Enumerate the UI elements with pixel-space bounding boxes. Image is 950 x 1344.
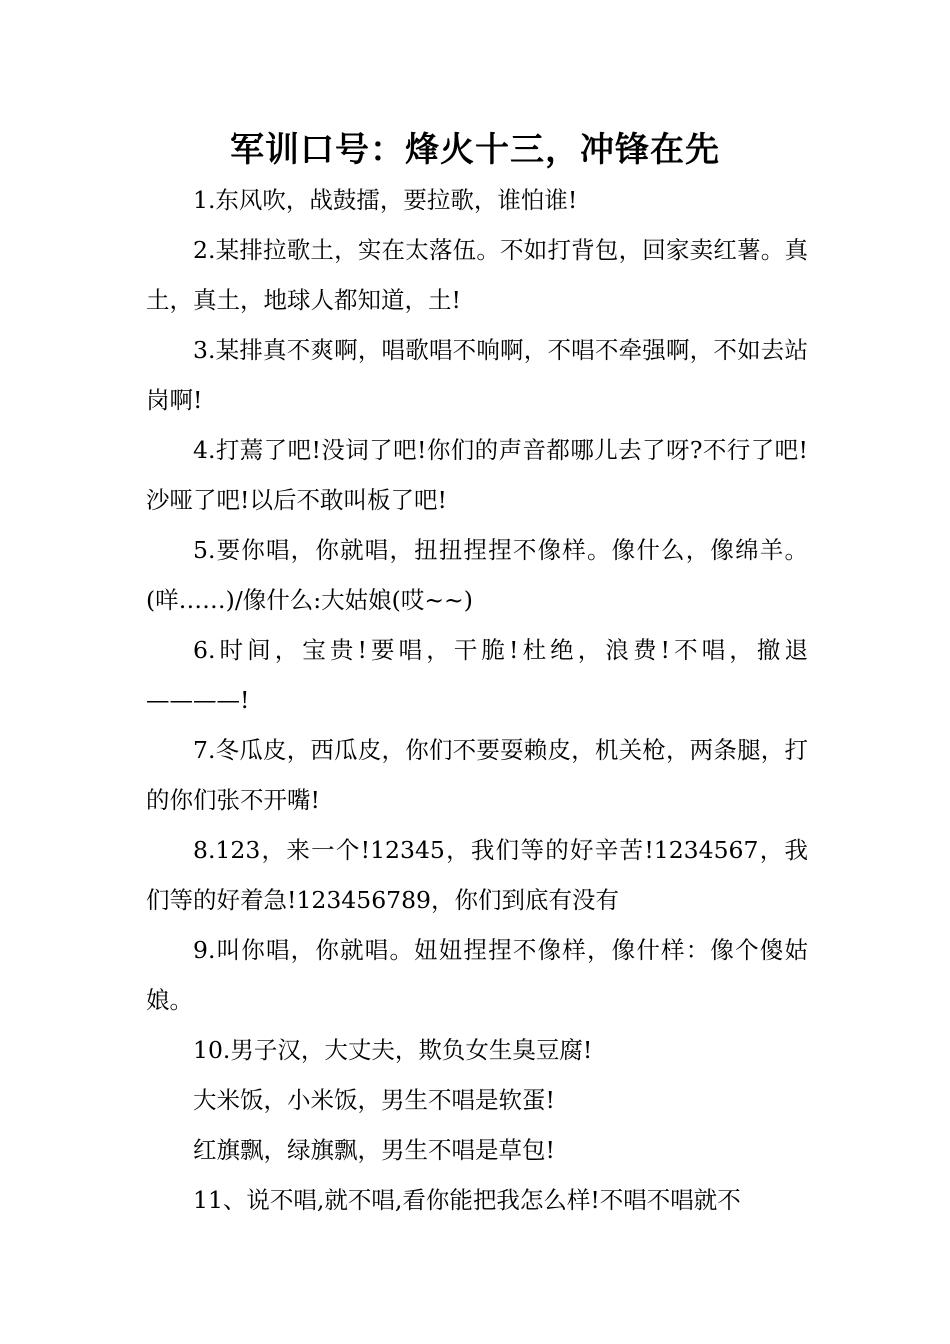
paragraph-2: 2.某排拉歌土，实在太落伍。不如打背包，回家卖红薯。真土，真土，地球人都知道，土! [146,236,808,314]
paragraph-7: 7.冬瓜皮，西瓜皮，你们不要耍赖皮，机关枪，两条腿，打的你们张不开嘴! [146,736,808,814]
paragraph-12: 红旗飘，绿旗飘，男生不唱是草包! [193,1136,555,1164]
document-body [146,175,808,1225]
paragraph-11: 大米饭，小米饭，男生不唱是软蛋! [193,1086,555,1114]
paragraph-13: 11、说不唱,就不唱,看你能把我怎么样!不唱不唱就不 [193,1186,741,1214]
paragraph-1: 1.东风吹，战鼓擂，要拉歌，谁怕谁! [193,186,578,214]
paragraph-5: 5.要你唱，你就唱，扭扭捏捏不像样。像什么，像绵羊。(咩……)/像什么:大姑娘(哎~~) [146,536,808,614]
paragraph-9: 9.叫你唱，你就唱。妞妞捏捏不像样，像什样：像个傻姑娘。 [146,936,808,1014]
paragraph-4: 4.打蔫了吧!没词了吧!你们的声音都哪儿去了呀?不行了吧!沙哑了吧!以后不敢叫板了吧! [146,436,808,514]
paragraph-3: 3.某排真不爽啊，唱歌唱不响啊，不唱不牵强啊，不如去站岗啊! [146,336,808,414]
paragraph-10: 10.男子汉，大丈夫，欺负女生臭豆腐! [193,1036,593,1064]
document-title: 军训口号：烽火十三，冲锋在先 [230,130,720,170]
paragraph-8: 8.123，来一个!12345，我们等的好辛苦!1234567，我们等的好着急!123456789，你们到底有没有 [146,836,808,914]
paragraph-6: 6.时间，宝贵!要唱，干脆!杜绝，浪费!不唱，撤退————! [146,636,808,714]
